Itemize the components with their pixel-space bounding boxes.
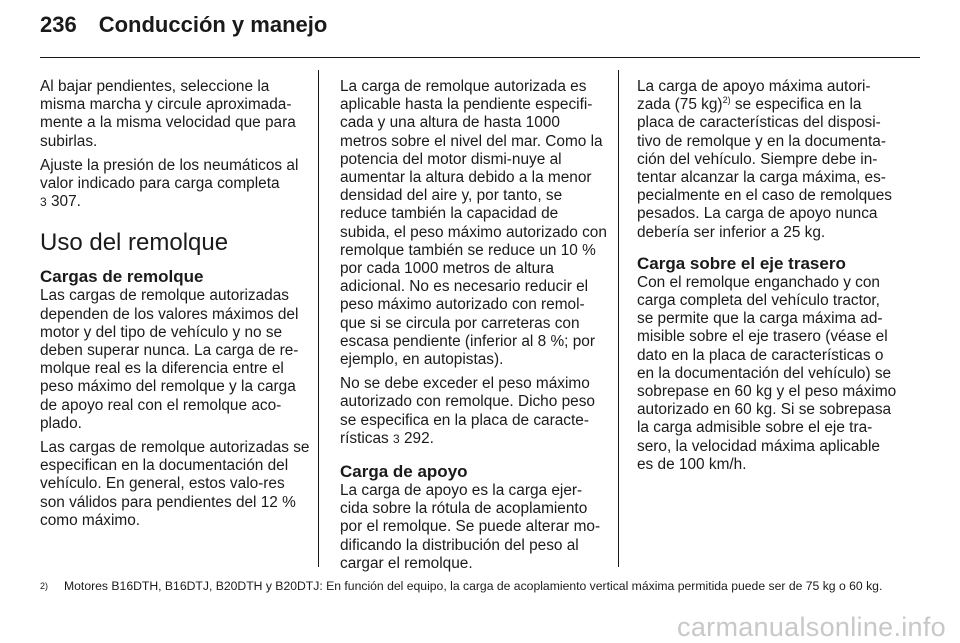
page-title: Conducción y manejo <box>98 12 328 37</box>
column-divider <box>618 70 619 567</box>
page-reference-link[interactable]: 3 307. <box>40 193 81 211</box>
paragraph: La carga de remolque autorizada es aplicable hasta la pendiente especifi-cada y una altura de hasta 1000 metros sobre el nivel del mar. Como la potencia del motor dismi-nuye al aumentar la altura debido a la menor densidad del aire y, por tanto, se reduce también la capacidad de subida, el peso máximo autorizado con remolque también se reduce un 10 % por cada 1000 metros de altura adicional. No es necesario reducir el peso máximo autorizado con remol-que si se circula por carreteras con escasa pendiente (inferior al 8 %; por ejemplo, en autopistas). <box>340 78 607 369</box>
page-header <box>40 12 920 38</box>
paragraph: No se debe exceder el peso máximo autorizado con remolque. Dicho peso se especifica en la placa de caracte-rísticas 3 292. <box>340 375 595 447</box>
paragraph: Al bajar pendientes, seleccione la misma marcha y circule aproximada-mente a la misma velocidad que para subirlas. <box>40 78 296 150</box>
paragraph: La carga de apoyo es la carga ejer-cida sobre la rótula de acoplamiento por el remolque. Se puede alterar mo-dificando la distribución del peso al cargar el remolque. <box>340 482 601 572</box>
column-left <box>40 78 310 536</box>
column-divider <box>318 70 319 567</box>
reference-arrow-icon: 3 <box>393 431 400 446</box>
footnote <box>40 579 920 594</box>
subsection-heading: Carga sobre el eje trasero <box>637 253 846 273</box>
page-reference-link[interactable]: 3 292. <box>393 429 434 447</box>
footnote-marker: 2) <box>722 95 731 106</box>
page-number: 236 <box>40 12 77 37</box>
column-right <box>637 78 899 480</box>
paragraph: Con el remolque enganchado y con carga completa del vehículo tractor, se permite que la carga máxima ad-misible sobre el eje trasero (véase el dato en la placa de características o en la documentación del vehículo) se sobrepase en 60 kg y el peso máximo autorizado en 60 kg. Si se sobrepasa la carga admisible sobre el eje tra-sero, la velocidad máxima aplicable es de 100 km/h. <box>637 273 897 473</box>
subsection-heading: Carga de apoyo <box>340 462 468 482</box>
paragraph: Ajuste la presión de los neumáticos al valor indicado para carga completa 3 307. <box>40 156 299 211</box>
watermark: carmanualsonline.info <box>677 612 946 642</box>
reference-arrow-icon: 3 <box>40 195 47 210</box>
header-divider <box>40 57 920 58</box>
paragraph: La carga de apoyo máxima autori-zada (75 kg)$^{2)}$ se especifica en la placa de características del disposi-tivo de remolque y en la documenta-ción del vehículo. Siempre debe in-tentar alcanzar la carga máxima, es-pecialmente en el caso de remolques pesados. La carga de apoyo nunca debería ser inferior a 25 kg. <box>637 78 892 241</box>
paragraph: Las cargas de remolque autorizadas se especifican en la documentación del vehículo. En general, estos valo-res son válidos para pendientes del 12 % como máximo. <box>40 439 310 529</box>
paragraph: Las cargas de remolque autorizadas dependen de los valores máximos del motor y del tipo de vehículo y no se deben superar nunca. La carga de re-molque real es la diferencia entre el peso máximo del remolque y la carga de apoyo real con el remolque aco-plado. <box>40 287 299 432</box>
subsection-heading: Cargas de remolque <box>40 267 204 287</box>
section-heading: Uso del remolque <box>40 229 229 257</box>
column-middle <box>340 78 610 579</box>
footnote-mark: 2) <box>40 581 49 591</box>
footnote-text: Motores B16DTH, B16DTJ, B20DTH y B20DTJ: En función del equipo, la carga de acoplamiento vertical máxima permitida puede ser de 75 kg o 60 kg. <box>64 579 883 593</box>
